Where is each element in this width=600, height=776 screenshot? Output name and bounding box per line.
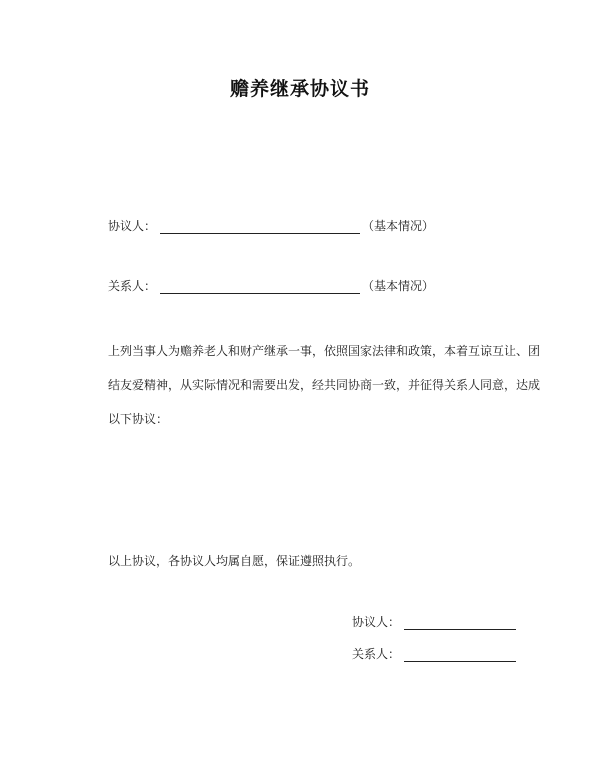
signature-related-label: 关系人：	[352, 647, 401, 661]
signature-related-blank	[404, 647, 516, 662]
related-blank-field	[160, 279, 360, 294]
party-note: （基本情况）	[362, 219, 435, 233]
party-label: 协议人：	[108, 219, 157, 233]
party-blank-field	[160, 219, 360, 234]
document-title: 赡养继承协议书	[229, 78, 370, 100]
signature-party-line	[352, 612, 516, 630]
related-label: 关系人：	[108, 279, 157, 293]
signature-party-blank	[404, 615, 516, 630]
signature-related-line	[352, 644, 516, 662]
signature-party-label: 协议人：	[352, 615, 401, 629]
related-line	[108, 274, 434, 294]
related-note: （基本情况）	[362, 279, 435, 293]
agreement-body-text: 上列当事人为赡养老人和财产继承一事，依照国家法律和政策，本着互谅互让、团结友爱精神，从实际情况和需要出发，经共同协商一致，并征得关系人同意，达成以下协议：	[108, 344, 541, 426]
party-line	[108, 214, 434, 234]
closing-statement: 以上协议，各协议人均属自愿，保证遵照执行。	[108, 554, 361, 568]
